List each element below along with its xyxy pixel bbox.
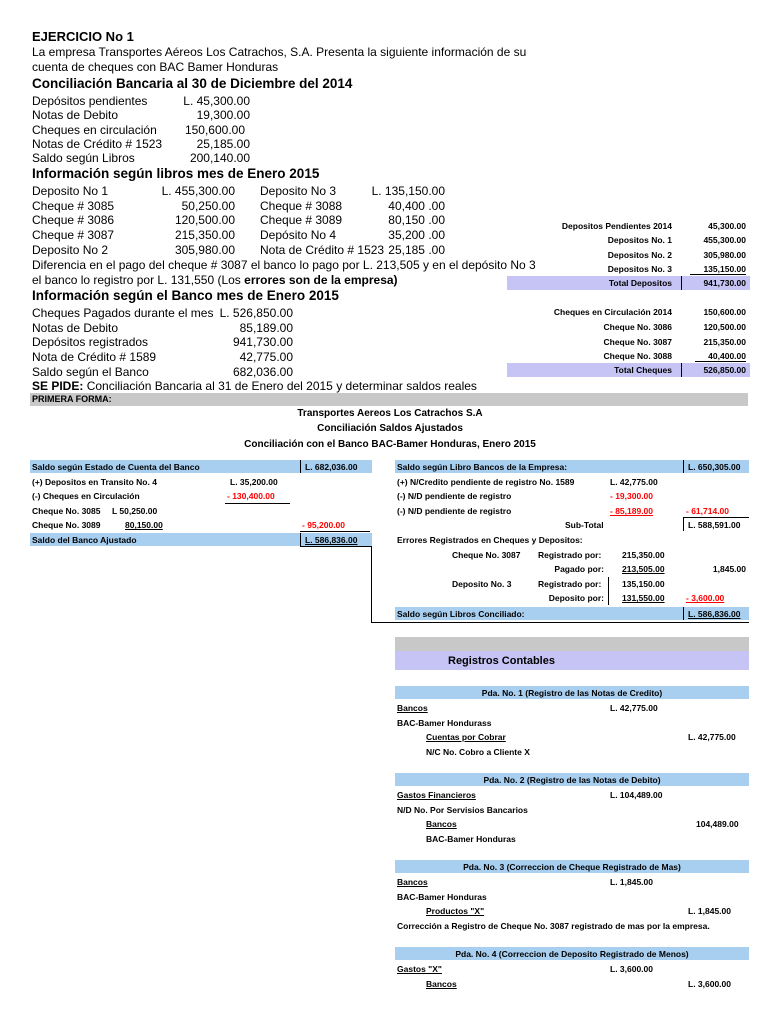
sec1-value: 150,600.00 — [184, 123, 245, 137]
book-title-value: L. 650,305.00 — [688, 462, 741, 472]
sec1-value: 19,300.00 — [196, 108, 250, 122]
bank-title-divider — [300, 460, 301, 473]
sec3-value: 85,189.00 — [239, 321, 293, 335]
exercise-title: EJERCICIO No 1 — [32, 29, 134, 44]
sec3-label: Nota de Crédito # 1589 — [32, 350, 157, 364]
entry-credit-account: Cuentas por Cobrar — [426, 732, 506, 742]
bank-total-underline — [300, 531, 370, 532]
sec2-left-value: 50,250.00 — [181, 199, 235, 213]
sec1-value: 25,185.00 — [196, 137, 250, 151]
entry-credit-value: L. 3,600.00 — [688, 979, 732, 989]
deposit-row-value: 455,300.00 — [703, 235, 746, 245]
bank-title-value: L. 682,036.00 — [305, 462, 358, 472]
sec3-value: L. 526,850.00 — [219, 306, 293, 320]
bank-underline — [225, 503, 290, 504]
registros-grey-bar — [395, 637, 749, 651]
intro-line-2: cuenta de cheques con BAC Bamer Honduras — [32, 60, 279, 74]
entry-debit-account: Bancos — [397, 877, 428, 887]
entry-description: N/C No. Cobro a Cliente X — [426, 747, 530, 757]
cheque-row-label: Cheque No. 3086 — [603, 322, 672, 332]
bank-adjusted-divider — [300, 533, 301, 546]
sec1-label: Depósitos pendientes — [32, 94, 148, 108]
cheque-row-value: 120,500.00 — [703, 322, 746, 332]
deposits-total-value: 941,730.00 — [703, 278, 746, 288]
bank-cheques-total: - 95,200.00 — [302, 520, 346, 530]
sec2-left-label: Cheque # 3086 — [32, 213, 115, 227]
sec2-right-label: Depósito No 4 — [260, 228, 337, 242]
section-title-dic-2014: Conciliación Bancaria al 30 de Diciembre del 2014 — [32, 76, 353, 91]
entry-credit-account: Productos "X" — [426, 906, 485, 916]
difference-text: el banco lo registro por L. 131,550 (Los — [32, 273, 245, 287]
entry-debit-value: L. 104,489.00 — [610, 790, 663, 800]
section-title-banco: Información según el Banco mes de Enero 2015 — [32, 288, 339, 303]
bank-row-value: - 130,400.00 — [227, 491, 275, 501]
deposit-row-value: 305,980.00 — [703, 250, 746, 260]
book-row-value: - 85,189.00 — [610, 506, 654, 516]
subtotal-label: Sub-Total — [565, 520, 604, 530]
entry-description: BAC-Bamer Honduras — [426, 834, 516, 844]
error-deposit-registered-label: Registrado por: — [538, 579, 602, 589]
entry-header: Pda. No. 4 (Correccion de Deposito Registrado de Menos) — [455, 949, 689, 959]
bank-row-label: (+) Depositos en Transito No. 4 — [32, 477, 157, 487]
bank-adjusted-value: L. 586,836.00 — [305, 535, 358, 545]
connector-vertical — [371, 546, 372, 622]
deposit-row-value: 45,300.00 — [708, 221, 746, 231]
bank-cheque-3089: Cheque No. 3089 — [32, 520, 101, 530]
cheques-divider — [681, 363, 682, 377]
sec3-value: 941,730.00 — [232, 335, 293, 349]
cheque-row-label: Cheque No. 3088 — [603, 351, 672, 361]
company-header: Transportes Aereos Los Catrachos S.A — [297, 408, 483, 419]
sec1-label: Cheques en circulación — [32, 123, 157, 137]
cheques-total-value: 526,850.00 — [703, 365, 746, 375]
sec2-left-label: Cheque # 3087 — [32, 228, 115, 242]
book-title-divider — [683, 460, 684, 473]
sec3-label: Notas de Debito — [32, 321, 119, 335]
sec1-value: L. 45,300.00 — [183, 94, 250, 108]
book-nd-total: - 61,714.00 — [686, 506, 730, 516]
deposit-row-value: 135,150.00 — [690, 264, 746, 275]
book-row-label: (-) N/D pendiente de registro — [397, 506, 512, 516]
se-pide-line — [32, 380, 477, 393]
deposit-row-label: Depositos No. 1 — [607, 235, 672, 245]
error-paid-label: Pagado por: — [554, 564, 604, 574]
sec1-label: Notas de Debito — [32, 108, 119, 122]
deposits-divider — [681, 276, 682, 290]
error-deposit-label: Deposito por: — [548, 593, 604, 603]
sec3-label: Depósitos registrados — [32, 335, 149, 349]
se-pide-label: SE PIDE: — [32, 379, 84, 393]
primera-forma-bar — [30, 393, 748, 406]
connector-top — [300, 546, 372, 547]
entry-debit-account: Bancos — [397, 703, 428, 713]
sec1-label: Saldo según Libros — [32, 151, 135, 165]
sec2-left-label: Deposito No 2 — [32, 243, 109, 257]
bank-adjusted-label: Saldo del Banco Ajustado — [32, 535, 137, 545]
entry-header: Pda. No. 3 (Correccion de Cheque Registrado de Mas) — [463, 862, 681, 872]
entry-debit-value: L. 42,775.00 — [610, 703, 658, 713]
entry-credit-value: L. 1,845.00 — [688, 906, 732, 916]
sec3-value: 42,775.00 — [239, 350, 293, 364]
sec2-right-value: 25,185 .00 — [388, 243, 445, 257]
registros-title: Registros Contables — [448, 655, 555, 667]
entry-debit-account: Gastos Financieros — [397, 790, 476, 800]
sec1-label: Notas de Crédito # 1523 — [32, 137, 163, 151]
se-pide-text: Conciliación Bancaria al 31 de Enero del 2015 y determinar saldos reales — [83, 379, 477, 393]
entry-header: Pda. No. 1 (Registro de las Notas de Credito) — [481, 688, 663, 698]
book-row-value: - 19,300.00 — [610, 491, 654, 501]
sec2-right-label: Deposito No 3 — [260, 184, 337, 198]
bank-row-label: (-) Cheques en Circulación — [32, 491, 140, 501]
cheques-total-label: Total Cheques — [614, 365, 672, 375]
sec2-left-value: 120,500.00 — [174, 213, 235, 227]
entry-debit-value: L. 3,600.00 — [610, 964, 654, 974]
intro-line-1: La empresa Transportes Aéreos Los Catrachos, S.A. Presenta la siguiente información de su — [32, 45, 527, 59]
difference-line-2 — [32, 274, 398, 287]
entry-detail: BAC-Bamer Honduras — [397, 892, 487, 902]
sec2-left-value: 215,350.00 — [174, 228, 235, 242]
entry-credit-value: L. 42,775.00 — [688, 732, 736, 742]
sec2-right-value: 35,200 .00 — [388, 228, 445, 242]
difference-emphasis: errores son de la empresa) — [244, 273, 398, 287]
primera-forma-label: PRIMERA FORMA: — [32, 394, 112, 404]
difference-line-1: Diferencia en el pago del cheque # 3087 el banco lo pago por L. 213,505 y en el depósito No 3 — [32, 258, 536, 272]
error-deposit-registered-value: 135,150.00 — [622, 579, 665, 589]
entry-detail: BAC-Bamer Hondurass — [397, 718, 492, 728]
error-registered-value: 215,350.00 — [622, 550, 665, 560]
deposit-row-label: Depositos Pendientes 2014 — [561, 221, 672, 231]
bank-row-value: L. 35,200.00 — [230, 477, 278, 487]
entry-debit-value: L. 1,845.00 — [610, 877, 654, 887]
entry-detail: N/D No. Por Servisios Bancarios — [397, 805, 528, 815]
bank-cheque-3085: Cheque No. 3085 — [32, 506, 101, 516]
cheque-row-label: Cheques en Circulación 2014 — [553, 307, 672, 317]
cheque-row-value: 215,350.00 — [703, 337, 746, 347]
error-registered-label: Registrado por: — [538, 550, 602, 560]
entry-header: Pda. No. 2 (Registro de las Notas de Debito) — [483, 775, 661, 785]
deposit-row-label: Depositos No. 3 — [607, 264, 672, 274]
sec1-value: 200,140.00 — [189, 151, 250, 165]
error-cheque-3087: Cheque No. 3087 — [452, 550, 521, 560]
book-conciled-label: Saldo según Libros Conciliado: — [397, 609, 525, 619]
error-deposit-3: Deposito No. 3 — [452, 579, 512, 589]
sec3-label: Cheques Pagados durante el mes — [32, 306, 214, 320]
deposit-row-label: Depositos No. 2 — [607, 250, 672, 260]
book-title: Saldo según Libro Bancos de la Empresa: — [397, 462, 568, 472]
deposits-total-label: Total Depositos — [608, 278, 672, 288]
bank-cheque-3089-value: 80,150.00 — [125, 520, 163, 530]
sec2-left-value: L. 455,300.00 — [161, 184, 235, 198]
sec2-left-label: Deposito No 1 — [32, 184, 109, 198]
conciliation-subtitle: Conciliación Saldos Ajustados — [317, 423, 463, 434]
book-conciled-value: L. 586,836.00 — [688, 609, 741, 619]
entry-debit-account: Gastos "X" — [397, 964, 442, 974]
sec2-right-label: Nota de Crédito # 1523 — [260, 243, 385, 257]
error-deposit-difference: - 3,600.00 — [686, 593, 725, 603]
sec2-right-label: Cheque # 3088 — [260, 199, 343, 213]
book-conciled-divider — [683, 607, 684, 620]
cheque-row-value: 40,400.00 — [695, 351, 746, 362]
sec2-right-value: 40,400 .00 — [388, 199, 445, 213]
error-paid-value: 213,505.00 — [622, 564, 665, 574]
sec2-right-value: L. 135,150.00 — [371, 184, 445, 198]
sec2-left-value: 305,980.00 — [174, 243, 235, 257]
bank-title: Saldo según Estado de Cuenta del Banco — [32, 462, 200, 472]
book-row-label: (-) N/D pendiente de registro — [397, 491, 512, 501]
errors-label: Errores Registrados en Cheques y Depositos: — [397, 535, 583, 545]
connector-horizontal — [371, 622, 749, 623]
book-row-value: L. 42,775.00 — [610, 477, 658, 487]
error-deposit-value: 131,550.00 — [622, 593, 665, 603]
sec2-right-label: Cheque # 3089 — [260, 213, 343, 227]
cheque-row-value: 150,600.00 — [703, 307, 746, 317]
sec2-right-value: 80,150 .00 — [388, 213, 445, 227]
book-nd-underline — [683, 517, 749, 518]
entry-credit-account: Bancos — [426, 819, 457, 829]
sec2-left-label: Cheque # 3085 — [32, 199, 115, 213]
bank-cheque-3085-value: L 50,250.00 — [112, 506, 158, 516]
subtotal-value: L. 588,591.00 — [688, 520, 741, 530]
sec3-value: 682,036.00 — [232, 365, 293, 379]
subtotal-box — [683, 518, 684, 531]
section-title-libros: Información según libros mes de Enero 2015 — [32, 166, 320, 181]
error-cheque-difference: 1,845.00 — [712, 564, 746, 574]
entry-description: Corrección a Registro de Cheque No. 3087 registrado de mas por la empresa. — [397, 921, 710, 931]
cheque-row-label: Cheque No. 3087 — [603, 337, 672, 347]
entry-credit-account: Bancos — [426, 979, 457, 989]
sec3-label: Saldo según el Banco — [32, 365, 149, 379]
conciliation-subtitle-2: Conciliación con el Banco BAC-Bamer Honduras, Enero 2015 — [244, 439, 536, 450]
book-row-label: (+) N/Credito pendiente de registro No. 1589 — [397, 477, 575, 487]
error-box-left — [608, 577, 609, 605]
entry-credit-value: 104,489.00 — [696, 819, 739, 829]
